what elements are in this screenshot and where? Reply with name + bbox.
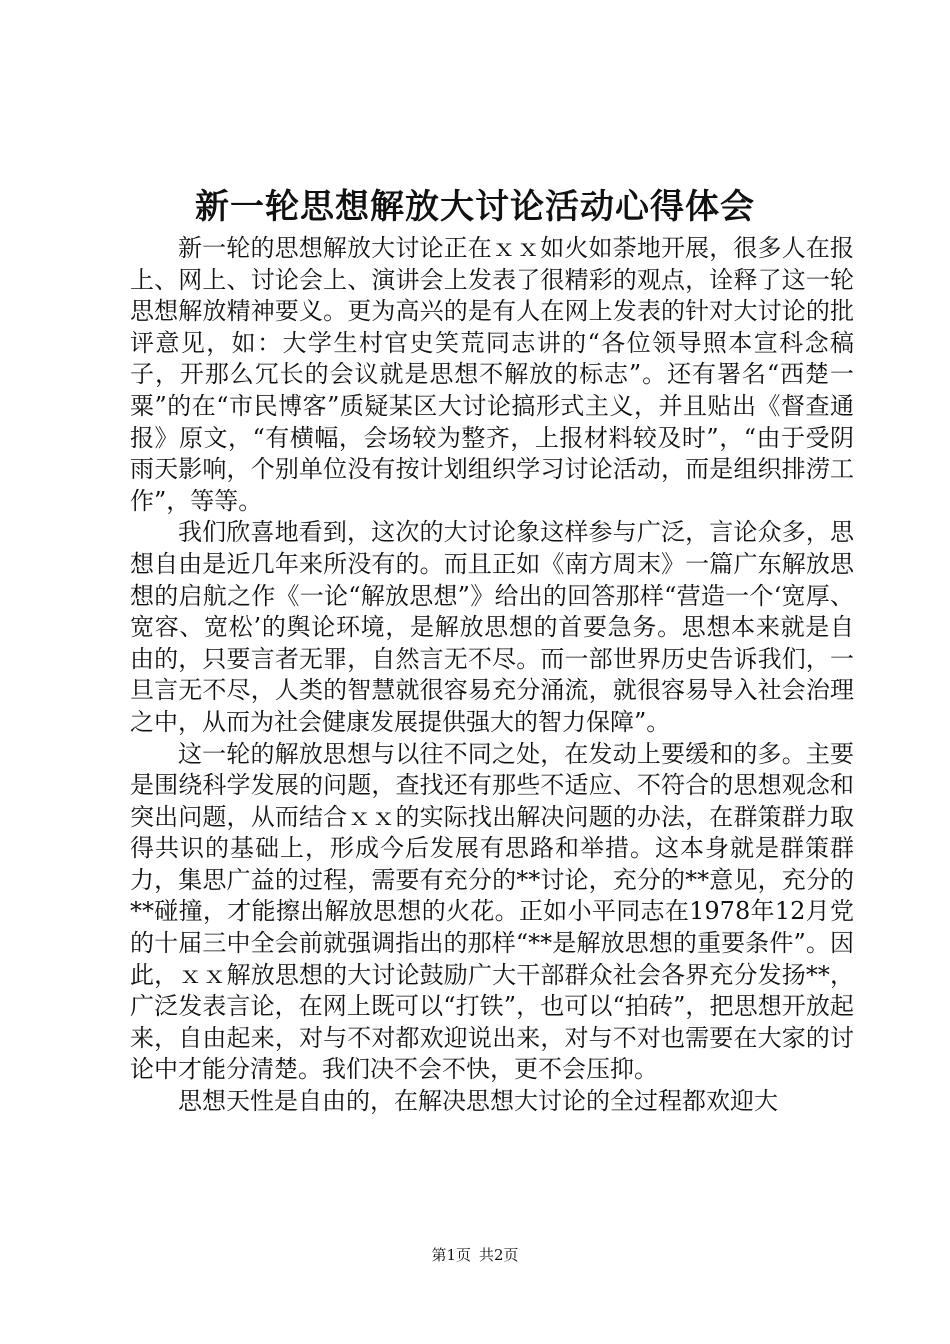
- document-body: [130, 233, 854, 1118]
- paragraph-4: 思想天性是自由的，在解决思想大讨论的全过程都欢迎大: [178, 1087, 778, 1116]
- paragraph-3: 这一轮的解放思想与以往不同之处，在发动上要缓和的多。主要是围绕科学发展的问题，查找还有那些不适应、不符合的思想观念和突出问题，从而结合ｘｘ的实际找出解决问题的办法，在群策群力取得共识的基础上，形成今后发展有思路和举措。这本身就是群策群力，集思广益的过程，需要有充分的**讨论，充分的**意见，充分的**碰撞，才能擦出解放思想的火花。正如小平同志在1978年12月党的十届三中全会前就强调指出的那样“**是解放思想的重要条件”。因此，ｘｘ解放思想的大讨论鼓励广大干部群众社会各界充分发扬**，广泛发表言论，在网上既可以“打铁”，也可以“拍砖”，把思想开放起来，自由起来，对与不对都欢迎说出来，对与不对也需要在大家的讨论中才能分清楚。我们决不会不快，更不会压抑。: [130, 739, 854, 1084]
- page-number: 第1页: [431, 1246, 471, 1264]
- paragraph-1: 新一轮的思想解放大讨论正在ｘｘ如火如荼地开展，很多人在报上、网上、讨论会上、演讲会上发表了很精彩的观点，诠释了这一轮思想解放精神要义。更为高兴的是有人在网上发表的针对大讨论的批评意见，如：大学生村官史笑荒同志讲的“各位领导照本宣科念稿子，开那么冗长的会议就是思想不解放的标志”。还有署名“西楚一粟”的在“市民博客”质疑某区大讨论搞形式主义，并且贴出《督查通报》原文，“有横幅，会场较为整齐，上报材料较及时”，“由于受阴雨天影响，个别单位没有按计划组织学习讨论活动，而是组织排涝工作”，等等。: [130, 234, 854, 515]
- page-total: 共2页: [479, 1246, 519, 1264]
- page-footer: [0, 1245, 950, 1265]
- document-title: 新一轮思想解放大讨论活动心得体会: [195, 187, 755, 227]
- paragraph-2: 我们欣喜地看到，这次的大讨论象这样参与广泛，言论众多，思想自由是近几年来所没有的。而且正如《南方周末》一篇广东解放思想的启航之作《一论“解放思想”》给出的回答那样“营造一个‘宽厚、宽容、宽松’的舆论环境，是解放思想的首要急务。思想本来就是自由的，只要言者无罪，自然言无不尽。而一部世界历史告诉我们，一旦言无不尽，人类的智慧就很容易充分涌流，就很容易导入社会治理之中，从而为社会健康发展提供强大的智力保障”。: [130, 518, 854, 736]
